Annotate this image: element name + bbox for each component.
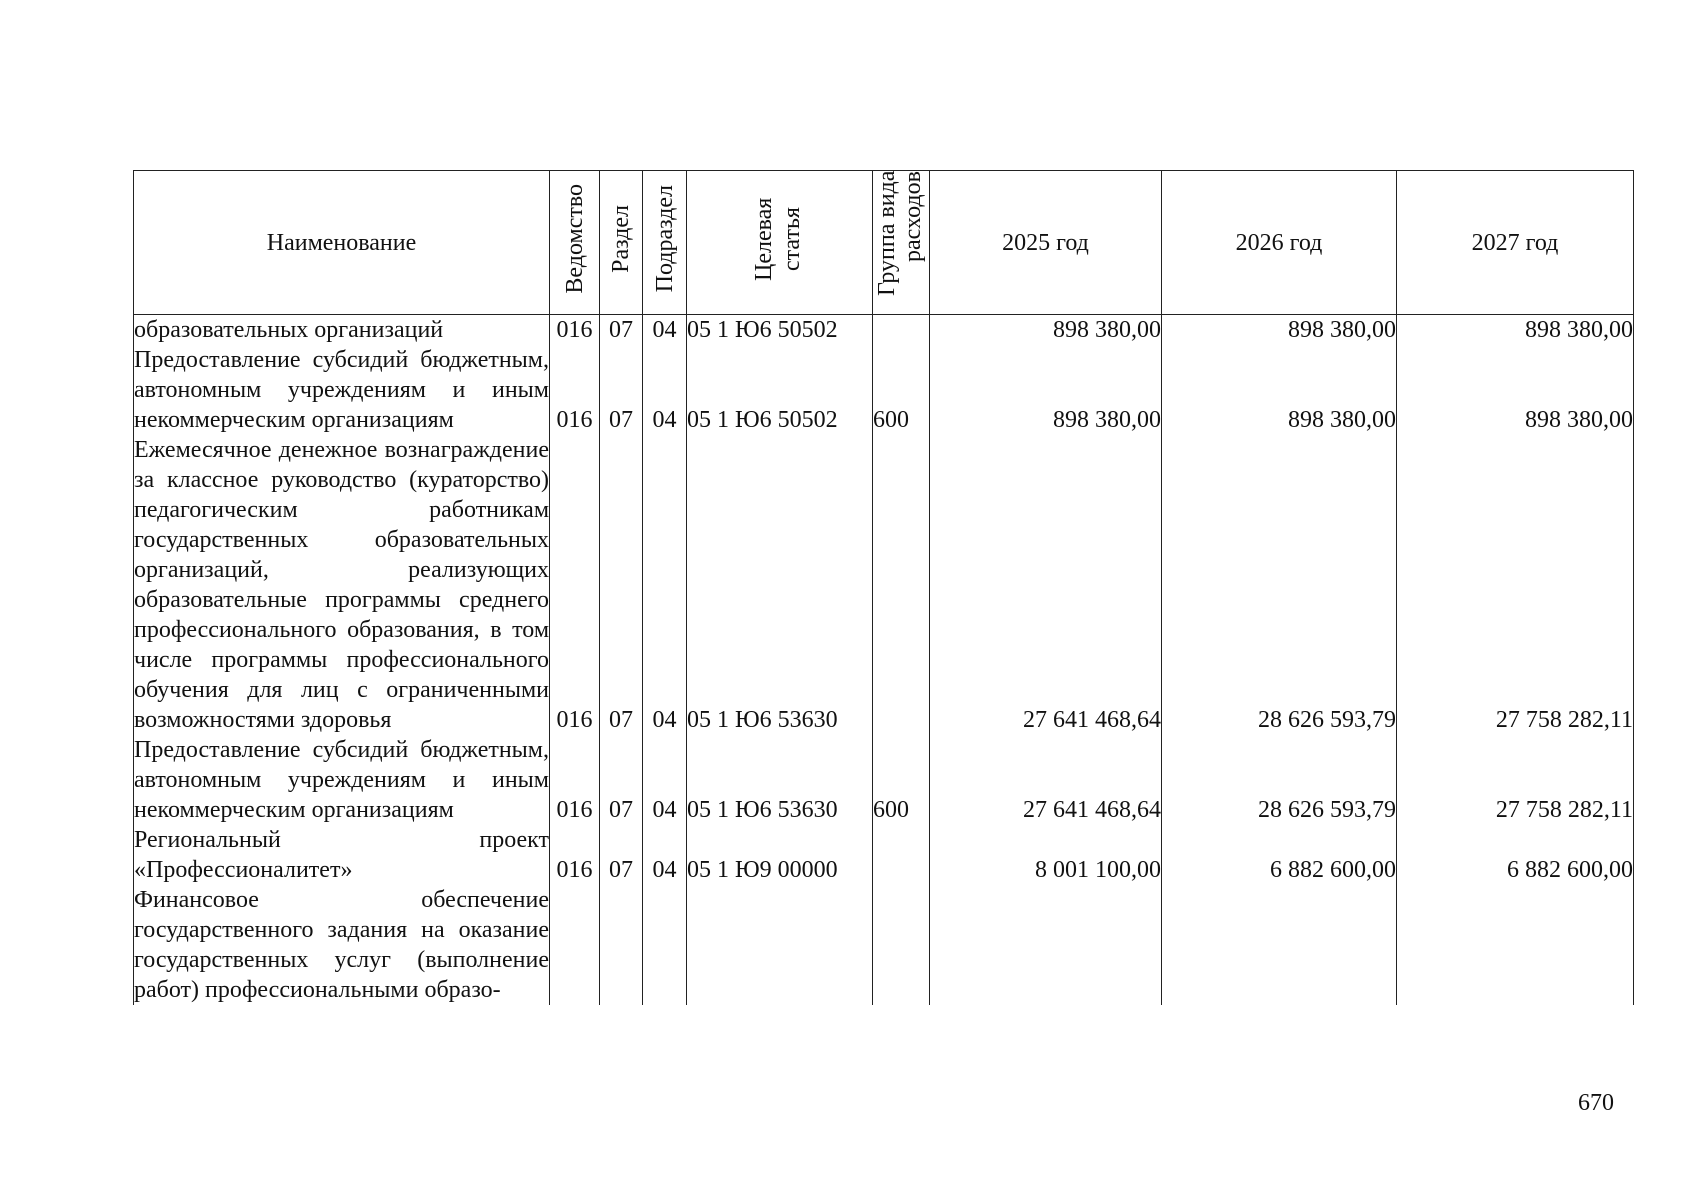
cell-year-2025: 27 641 468,64 <box>930 435 1162 735</box>
cell-name <box>134 435 550 735</box>
cell-department <box>550 885 600 1005</box>
cell-year-2025: 898 380,00 <box>930 315 1162 346</box>
cell-year-2025: 898 380,00 <box>930 345 1162 435</box>
cell-target-article: 05 1 Ю6 53630 <box>687 735 873 825</box>
cell-name <box>134 825 550 885</box>
cell-target-article: 05 1 Ю9 00000 <box>687 825 873 885</box>
cell-expense-group: 600 <box>873 735 930 825</box>
table-row <box>134 315 1634 346</box>
header-subsection-label: Подраздел <box>651 184 678 293</box>
budget-table <box>133 170 1634 1005</box>
cell-department: 016 <box>550 315 600 346</box>
page-number: 670 <box>1578 1090 1614 1116</box>
cell-year-2025 <box>930 885 1162 1005</box>
header-year-2026 <box>1162 171 1397 315</box>
header-name <box>134 171 550 315</box>
header-expense-group-label: Группа вида расходов <box>874 171 926 297</box>
table-row <box>134 825 1634 885</box>
cell-name <box>134 885 550 1005</box>
cell-year-2025: 8 001 100,00 <box>930 825 1162 885</box>
cell-subsection: 04 <box>643 345 687 435</box>
cell-section <box>600 885 643 1005</box>
cell-year-2026: 6 882 600,00 <box>1162 825 1397 885</box>
cell-year-2026: 28 626 593,79 <box>1162 735 1397 825</box>
cell-subsection: 04 <box>643 735 687 825</box>
row-name-text: Предоставление субсидий бюджетным, автономным учреждениям и иным некоммерческим организациям <box>134 737 549 823</box>
cell-section: 07 <box>600 825 643 885</box>
header-department <box>550 171 600 315</box>
cell-year-2026: 898 380,00 <box>1162 345 1397 435</box>
cell-department: 016 <box>550 435 600 735</box>
cell-year-2027: 898 380,00 <box>1397 345 1634 435</box>
row-name-text: Предоставление субсидий бюджетным, автономным учреждениям и иным некоммерческим организациям <box>134 347 549 433</box>
cell-year-2025: 27 641 468,64 <box>930 735 1162 825</box>
cell-section: 07 <box>600 345 643 435</box>
cell-expense-group <box>873 315 930 346</box>
cell-year-2027: 898 380,00 <box>1397 315 1634 346</box>
row-name-text: Ежемесячное денежное вознаграждение за классное руководство (кураторство) педагогическим работникам государственных образовательных организаций, реализующих образовательные программы среднего профессионального образования, в том числе программы профессионального обучения для лиц с ограниченными возможностями здоровья <box>134 437 549 733</box>
header-target-article-label: Целевая статья <box>750 196 805 281</box>
table-row <box>134 885 1634 1005</box>
cell-target-article: 05 1 Ю6 50502 <box>687 345 873 435</box>
row-name-text: Финансовое обеспечение государственного задания на оказание государственных услуг (выполнение работ) профессиональными образо- <box>134 887 549 1003</box>
cell-name <box>134 345 550 435</box>
cell-target-article: 05 1 Ю6 53630 <box>687 435 873 735</box>
header-section-label: Раздел <box>608 204 634 273</box>
cell-year-2026: 898 380,00 <box>1162 315 1397 346</box>
cell-subsection: 04 <box>643 435 687 735</box>
cell-section: 07 <box>600 735 643 825</box>
cell-year-2027: 27 758 282,11 <box>1397 735 1634 825</box>
table-row <box>134 735 1634 825</box>
cell-expense-group <box>873 435 930 735</box>
header-subsection <box>643 171 687 315</box>
row-name-text: образовательных организаций <box>134 317 444 343</box>
table-row <box>134 345 1634 435</box>
cell-year-2027: 6 882 600,00 <box>1397 825 1634 885</box>
header-row <box>134 171 1634 315</box>
cell-expense-group <box>873 885 930 1005</box>
cell-name <box>134 315 550 346</box>
cell-target-article: 05 1 Ю6 50502 <box>687 315 873 346</box>
row-name-text: Региональный проект «Профессионалитет» <box>134 827 549 883</box>
cell-department: 016 <box>550 735 600 825</box>
cell-expense-group <box>873 825 930 885</box>
header-year-2026-label: 2026 год <box>1235 229 1323 256</box>
table-row <box>134 435 1634 735</box>
header-expense-group <box>873 171 930 315</box>
cell-year-2026: 28 626 593,79 <box>1162 435 1397 735</box>
cell-name <box>134 735 550 825</box>
cell-department: 016 <box>550 345 600 435</box>
header-year-2027-label: 2027 год <box>1471 229 1559 256</box>
header-year-2025 <box>930 171 1162 315</box>
header-target-article <box>687 171 873 315</box>
cell-year-2027 <box>1397 885 1634 1005</box>
cell-expense-group: 600 <box>873 345 930 435</box>
cell-section: 07 <box>600 315 643 346</box>
cell-section: 07 <box>600 435 643 735</box>
header-year-2025-label: 2025 год <box>1002 229 1089 256</box>
cell-year-2027: 27 758 282,11 <box>1397 435 1634 735</box>
cell-subsection: 04 <box>643 315 687 346</box>
cell-subsection <box>643 885 687 1005</box>
cell-year-2026 <box>1162 885 1397 1005</box>
cell-target-article <box>687 885 873 1005</box>
header-name-label: Наименование <box>266 229 417 256</box>
header-year-2027 <box>1397 171 1634 315</box>
cell-department: 016 <box>550 825 600 885</box>
cell-subsection: 04 <box>643 825 687 885</box>
header-department-label: Ведомство <box>561 183 588 294</box>
table-body <box>134 315 1634 1006</box>
header-section <box>600 171 643 315</box>
